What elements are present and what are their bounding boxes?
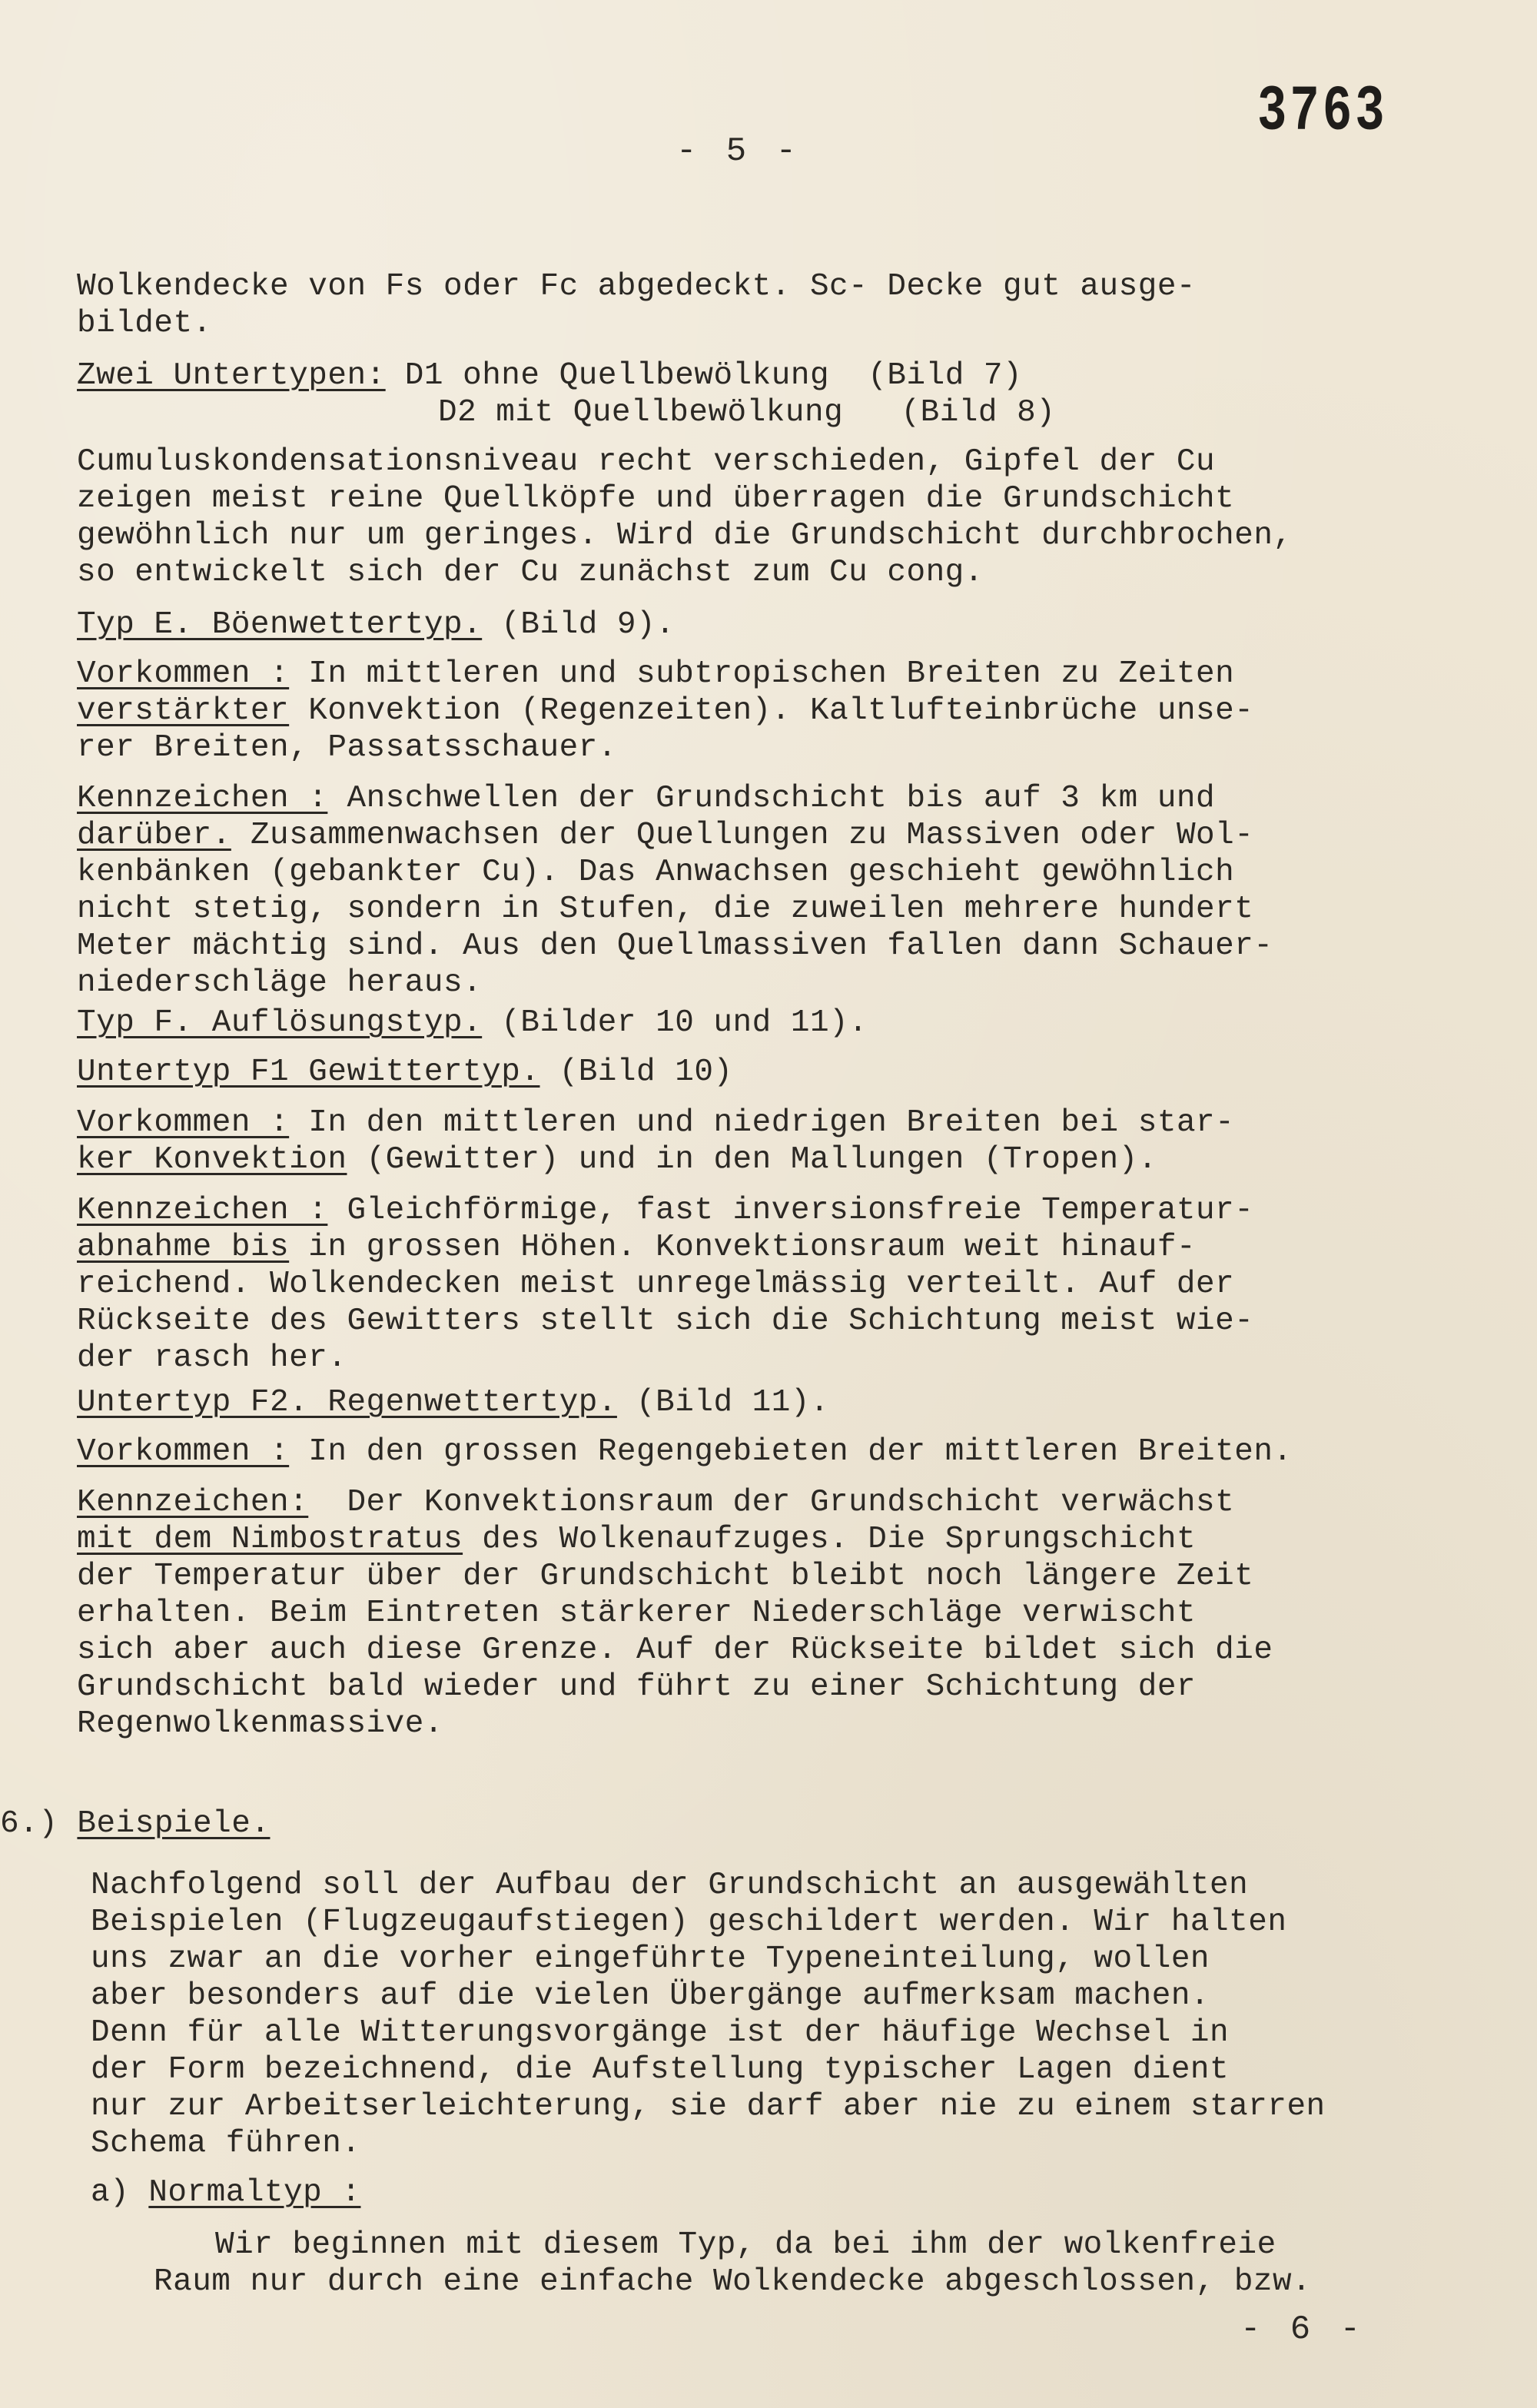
- text-line: zeigen meist reine Quellköpfe und überragen die Grundschicht: [77, 481, 1235, 516]
- next-page-number: - 6 -: [1240, 2310, 1366, 2349]
- text-line: Grundschicht bald wieder und führt zu einer Schichtung der: [77, 1669, 1197, 1705]
- text-line: gewöhnlich nur um geringes. Wird die Grundschicht durchbrochen,: [77, 518, 1293, 553]
- subsection-heading: Untertyp F2. Regenwettertyp.: [77, 1385, 617, 1420]
- text-line: Schema führen.: [91, 2126, 361, 2161]
- text-line: Kennzeichen : Anschwellen der Grundschicht bis auf 3 km und: [77, 781, 1216, 816]
- text-line: Wir beginnen mit diesem Typ, da bei ihm der wolkenfreie: [215, 2227, 1276, 2263]
- text-line: reichend. Wolkendecken meist unregelmässig verteilt. Auf der: [77, 1267, 1235, 1302]
- text-line: Denn für alle Witterungsvorgänge ist der häufige Wechsel in: [91, 2015, 1230, 2051]
- text-line: nicht stetig, sondern in Stufen, die zuweilen mehrere hundert: [77, 892, 1254, 927]
- text-line: Untertyp F1 Gewittertyp. (Bild 10): [77, 1055, 733, 1090]
- text-line: Typ E. Böenwettertyp. (Bild 9).: [77, 607, 676, 643]
- text-line: bildet.: [77, 306, 212, 341]
- text-line: Zwei Untertypen: D1 ohne Quellbewölkung (Bild 7): [77, 358, 1023, 394]
- text-line: Vorkommen : In den grossen Regengebieten der mittleren Breiten.: [77, 1434, 1293, 1470]
- text-line: Wolkendecke von Fs oder Fc abgedeckt. Sc- Decke gut ausge-: [77, 269, 1197, 304]
- text-line: Kennzeichen : Gleichförmige, fast inversionsfreie Temperatur-: [77, 1193, 1254, 1228]
- text-line: der rasch her.: [77, 1340, 347, 1376]
- subtypes-heading: Zwei Untertypen:: [77, 358, 386, 394]
- section-heading: Typ E. Böenwettertyp.: [77, 607, 483, 643]
- text-line: kenbänken (gebankter Cu). Das Anwachsen geschieht gewöhnlich: [77, 855, 1235, 890]
- text-line: darüber. Zusammenwachsen der Quellungen zu Massiven oder Wol-: [77, 818, 1254, 853]
- text-line: Nachfolgend soll der Aufbau der Grundschicht an ausgewählten: [91, 1868, 1249, 1903]
- subsection-heading: Untertyp F1 Gewittertyp.: [77, 1055, 540, 1090]
- text-line: abnahme bis in grossen Höhen. Konvektionsraum weit hinauf-: [77, 1230, 1197, 1265]
- text-line: Beispielen (Flugzeugaufstiegen) geschildert werden. Wir halten: [91, 1905, 1287, 1940]
- text-line: Untertyp F2. Regenwettertyp. (Bild 11).: [77, 1385, 830, 1420]
- text-line: rer Breiten, Passatsschauer.: [77, 730, 617, 766]
- section-6-heading: 6.) Beispiele.: [0, 1806, 271, 1842]
- text-line: aber besonders auf die vielen Übergänge aufmerksam machen.: [91, 1978, 1210, 2014]
- text-line: Kennzeichen: Der Konvektionsraum der Grundschicht verwächst: [77, 1485, 1235, 1520]
- subsection-a-heading: a) Normaltyp :: [91, 2175, 361, 2210]
- text-line: Vorkommen : In den mittleren und niedrigen Breiten bei star-: [77, 1105, 1235, 1141]
- text-line: sich aber auch diese Grenze. Auf der Rückseite bildet sich die: [77, 1632, 1273, 1668]
- text-line: erhalten. Beim Eintreten stärkerer Niederschläge verwischt: [77, 1596, 1197, 1631]
- text-line: Typ F. Auflösungstyp. (Bilder 10 und 11).: [77, 1005, 868, 1041]
- text-line: mit dem Nimbostratus des Wolkenaufzuges. Die Sprungschicht: [77, 1522, 1197, 1557]
- text-line: verstärkter Konvektion (Regenzeiten). Kaltlufteinbrüche unse-: [77, 693, 1254, 729]
- page-number: - 5 -: [676, 132, 802, 171]
- text-line: D2 mit Quellbewölkung (Bild 8): [438, 395, 1056, 430]
- text-line: der Form bezeichnend, die Aufstellung typischer Lagen dient: [91, 2052, 1230, 2087]
- text-line: Cumuluskondensationsniveau recht verschieden, Gipfel der Cu: [77, 444, 1216, 480]
- text-line: ker Konvektion (Gewitter) und in den Mallungen (Tropen).: [77, 1142, 1157, 1177]
- text-line: so entwickelt sich der Cu zunächst zum Cu cong.: [77, 555, 984, 590]
- text-line: uns zwar an die vorher eingeführte Typeneinteilung, wollen: [91, 1941, 1210, 1977]
- text-line: niederschläge heraus.: [77, 965, 483, 1001]
- section-heading: Typ F. Auflösungstyp.: [77, 1005, 483, 1041]
- text-line: der Temperatur über der Grundschicht bleibt noch längere Zeit: [77, 1559, 1254, 1594]
- text-line: Raum nur durch eine einfache Wolkendecke abgeschlossen, bzw.: [154, 2264, 1312, 2300]
- text-line: nur zur Arbeitserleichterung, sie darf aber nie zu einem starren: [91, 2089, 1326, 2124]
- text-line: Meter mächtig sind. Aus den Quellmassiven fallen dann Schauer-: [77, 928, 1273, 964]
- archive-number: 3763: [1257, 77, 1388, 149]
- text-line: Rückseite des Gewitters stellt sich die Schichtung meist wie-: [77, 1304, 1254, 1339]
- text-line: Vorkommen : In mittleren und subtropischen Breiten zu Zeiten: [77, 656, 1235, 692]
- text-line: Regenwolkenmassive.: [77, 1706, 443, 1742]
